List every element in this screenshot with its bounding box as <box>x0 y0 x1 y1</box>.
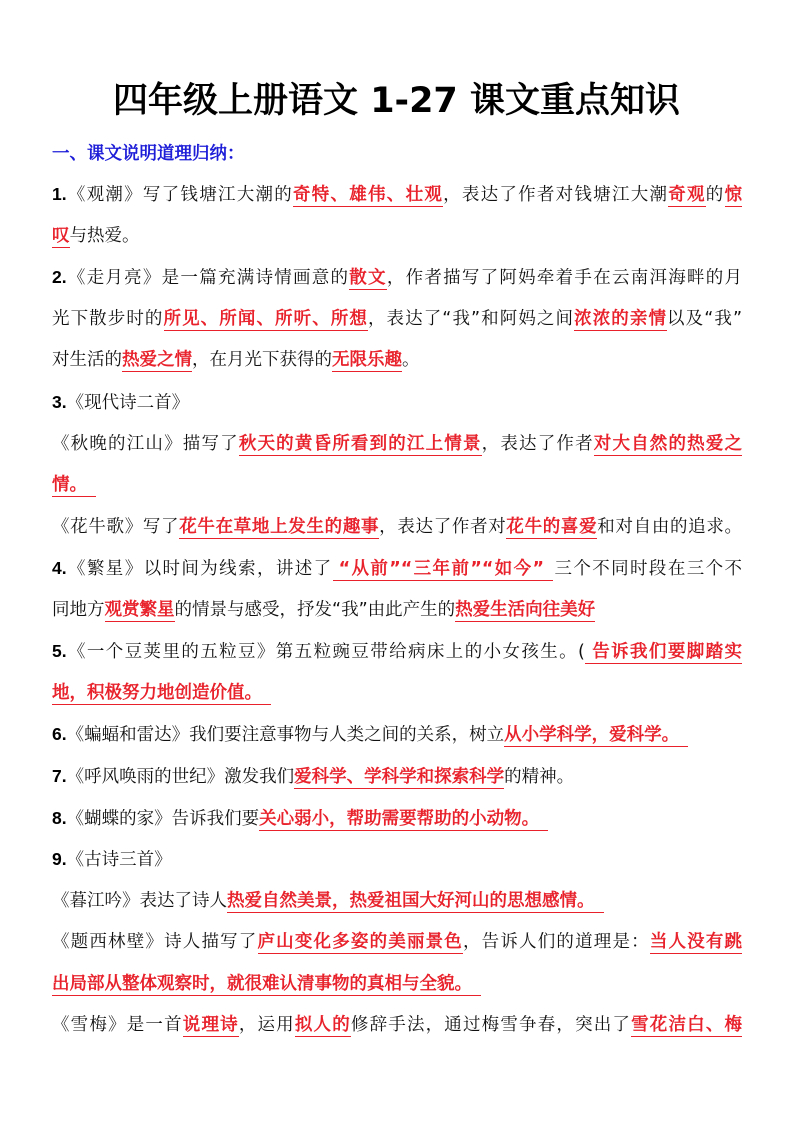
text-line <box>52 756 742 798</box>
body-text: 对生活的 <box>52 350 122 371</box>
highlighted-answer: 叹 <box>52 225 70 246</box>
highlighted-answer: 惊 <box>724 185 743 206</box>
body-text: 《暮江吟》表达了诗人 <box>52 890 227 911</box>
body-text: 《繁星》以时间为线索，讲述了 <box>66 559 333 580</box>
body-text: 《古诗三首》 <box>66 850 172 871</box>
text-line <box>52 1005 742 1047</box>
text-line <box>52 548 742 590</box>
text-line <box>52 673 742 715</box>
highlighted-answer: 对大自然的热爱之 <box>593 433 743 454</box>
text-line <box>52 839 742 881</box>
text-line <box>52 216 742 258</box>
highlighted-answer: 观赏繁星 <box>104 599 175 620</box>
item-number: 6. <box>52 724 67 745</box>
highlighted-answer: 热爱自然美景，热爱祖国大好河山的思想感情。 <box>227 891 604 913</box>
highlighted-answer: 关心弱小，帮助需要帮助的小动物。 <box>259 809 548 831</box>
highlighted-answer: 热爱之情 <box>122 350 192 371</box>
body-text: 的 <box>705 185 725 206</box>
body-text: ，告诉人们的道理是： <box>463 932 650 953</box>
body-text: 同地方 <box>52 599 105 620</box>
body-text: 光下散步时的 <box>52 308 164 329</box>
body-text: 三个不同时段在三个不 <box>553 559 743 580</box>
text-line <box>52 590 742 632</box>
body-text: 《蝙蝠和雷达》我们要注意事物与人类之间的关系，树立 <box>66 725 505 746</box>
text-line <box>52 382 742 424</box>
body-text: 《走月亮》是一篇充满诗情画意的 <box>66 268 350 289</box>
body-text: 和对自由的追求。 <box>597 516 743 537</box>
item-number: 1. <box>52 184 67 205</box>
body-text: 《呼风唤雨的世纪》激发我们 <box>66 766 295 787</box>
text-line <box>52 714 742 756</box>
text-line <box>52 922 742 964</box>
text-line <box>52 507 742 549</box>
text-line <box>52 881 742 923</box>
body-text: 《秋晚的江山》描写了 <box>52 433 239 454</box>
highlighted-answer: 告诉我们要脚踏实 <box>585 642 742 664</box>
text-line <box>52 340 742 382</box>
body-text: ，表达了作者对钱塘江大潮 <box>443 185 669 206</box>
highlighted-answer: 无限乐趣 <box>332 350 402 371</box>
highlighted-answer: 散文 <box>349 268 387 289</box>
item-number: 7. <box>52 765 67 786</box>
text-line <box>52 465 742 507</box>
highlighted-answer: 浓浓的亲情 <box>574 308 668 329</box>
body-text: ，运用 <box>238 1015 295 1036</box>
body-text: 与热爱。 <box>69 225 140 246</box>
item-number: 2. <box>52 267 67 288</box>
text-line <box>52 257 742 299</box>
highlighted-answer: 爱科学、学科学和探索科学 <box>294 766 505 787</box>
item-number: 4. <box>52 558 67 579</box>
item-number: 8. <box>52 807 67 828</box>
body-text: ，表达了作者 <box>481 433 594 454</box>
document-body <box>52 174 742 1046</box>
highlighted-answer: 当人没有跳 <box>649 932 743 953</box>
body-text: ，作者描写了阿妈牵着手在云南洱海畔的月 <box>386 268 743 289</box>
body-text: 《现代诗二首》 <box>66 393 190 414</box>
highlighted-answer: 庐山变化多姿的美丽景色 <box>257 932 463 953</box>
body-text: 《花牛歌》写了 <box>52 516 180 537</box>
highlighted-answer: 奇特、雄伟、壮观 <box>293 185 444 206</box>
highlighted-answer: 拟人的 <box>294 1015 351 1036</box>
body-text: 《蝴蝶的家》告诉我们要 <box>66 808 260 829</box>
highlighted-answer: 热爱生活向往美好 <box>455 599 596 620</box>
item-number: 3. <box>52 392 67 413</box>
body-text: 修辞手法，通过梅雪争春，突出了 <box>350 1015 632 1036</box>
highlighted-answer: 说理诗 <box>182 1015 239 1036</box>
item-number: 5. <box>52 641 67 662</box>
text-line <box>52 631 742 673</box>
body-text: 的精神。 <box>504 766 575 787</box>
text-line <box>52 964 742 1006</box>
highlighted-answer: 花牛在草地上发生的趣事 <box>179 516 380 537</box>
highlighted-answer: 从小学科学，爱科学。 <box>504 725 688 747</box>
highlighted-answer: “从前”“三年前”“如今” <box>333 559 553 581</box>
highlighted-answer: 雪花洁白、梅 <box>631 1015 743 1036</box>
body-text: ，表达了“我”和阿妈之间 <box>367 308 575 329</box>
page-title: 四年级上册语文 1-27 课文重点知识 <box>113 81 680 121</box>
body-text: 《雪梅》是一首 <box>52 1015 183 1036</box>
highlighted-answer: 地，积极努力地创造价值。 <box>52 683 271 705</box>
highlighted-answer: 秋天的黄昏所看到的江上情景 <box>238 433 482 454</box>
text-line <box>52 798 742 840</box>
highlighted-answer: 所见、所闻、所听、所想 <box>163 308 368 329</box>
item-number: 9. <box>52 849 67 870</box>
highlighted-answer: 奇观 <box>668 185 706 206</box>
highlighted-answer: 出局部从整体观察时，就很难认清事物的真相与全貌。 <box>52 974 481 996</box>
body-text: 《一个豆荚里的五粒豆》第五粒豌豆带给病床上的小女孩生。( <box>66 642 585 663</box>
text-line <box>52 174 742 216</box>
body-text: 。 <box>402 350 420 371</box>
text-line <box>52 299 742 341</box>
text-line <box>52 424 742 466</box>
body-text: ，在月光下获得的 <box>192 350 332 371</box>
body-text: 《观潮》写了钱塘江大潮的 <box>66 185 293 206</box>
body-text: 的情景与感受，抒发“我”由此产生的 <box>174 599 456 620</box>
body-text: ，表达了作者对 <box>379 516 507 537</box>
body-text: 以及“我” <box>667 308 743 329</box>
section-heading: 一、课文说明道理归纳： <box>52 144 245 164</box>
body-text: 《题西林壁》诗人描写了 <box>52 932 258 953</box>
highlighted-answer: 花牛的喜爱 <box>506 516 598 537</box>
highlighted-answer: 情。 <box>52 475 96 497</box>
